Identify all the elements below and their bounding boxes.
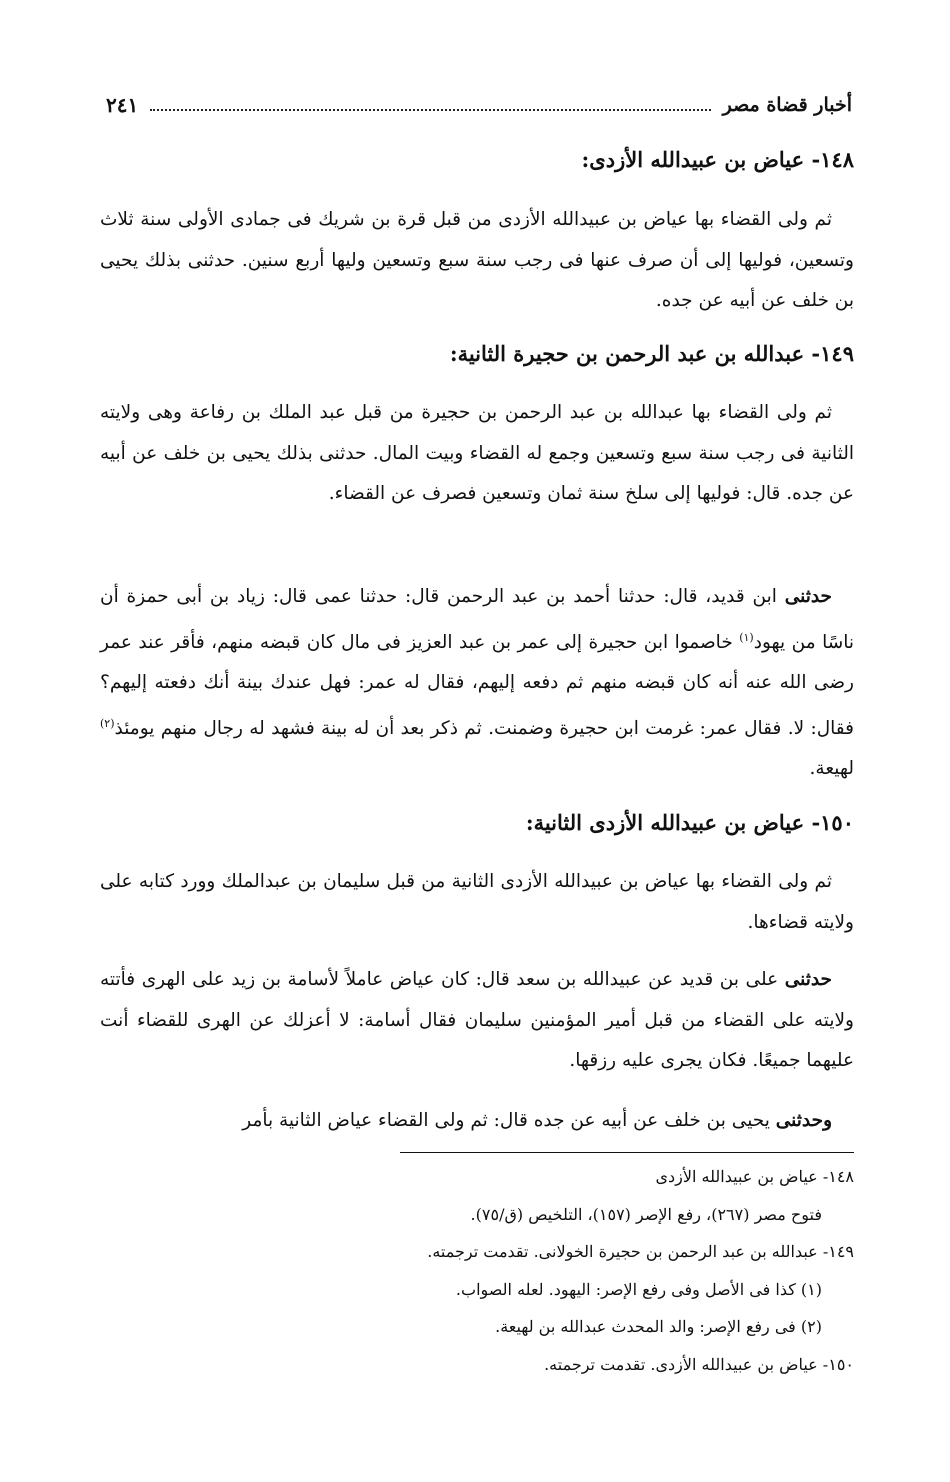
- section-149-body: [100, 393, 854, 515]
- section-149: [100, 337, 854, 371]
- footnote-line: (١) كذا فى الأصل وفى رفع الإصر: اليهود. لعله الصواب.: [455, 1279, 822, 1299]
- page-header: [106, 88, 852, 122]
- section-heading: ١٥٠- عياض بن عبيدالله الأزدى الثانية:: [525, 810, 854, 835]
- paragraph: ثم ولى القضاء بها عبدالله بن عبد الرحمن بن حجيرة من قبل عبد الملك بن رفاعة وهى ولايته الثانية فى رجب سنة سبع وتسعين وجمع له القضاء وبيت المال. حدثنى بذلك يحيى بن خلف عن أبيه عن جده. قال: فوليها إلى سلخ سنة ثمان وتسعين فصرف عن القضاء.: [100, 402, 854, 504]
- section-heading: ١٤٨- عياض بن عبيدالله الأزدى:: [581, 147, 854, 172]
- footnotes: [100, 1158, 854, 1383]
- hadith-lead: حدثنى: [784, 969, 832, 990]
- hadith-150-a: [100, 960, 854, 1082]
- footnote-ref: (١): [739, 630, 754, 644]
- footnote-line: (٢) فى رفع الإصر: والد المحدث عبدالله بن لهيعة.: [495, 1317, 822, 1336]
- paragraph: ثم ولى القضاء بها عياض بن عبيدالله الأزدى من قبل قرة بن شريك فى جمادى الأولى سنة ثلاث وتسعين، فوليها إلى أن صرف عنها فى رجب سنة سبع وتسعين وليها أربع سنين. حدثنى بذلك يحيى بن خلف عن أبيه عن جده.: [100, 209, 854, 311]
- hadith-lead: وحدثنى: [775, 1110, 832, 1131]
- footnote-separator: [400, 1152, 854, 1153]
- hadith-149: [100, 577, 854, 790]
- header-leader-dots: [150, 109, 710, 111]
- section-150: [100, 806, 854, 840]
- footnote-line: ١٤٩- عبدالله بن عبد الرحمن بن حجيرة الخولانى. تقدمت ترجمته.: [427, 1242, 854, 1261]
- hadith-text: على بن قديد عن عبيدالله بن سعد قال: كان عياض عاملاً لأسامة بن زيد على الهرى فأتته ولايته على القضاء من قبل أمير المؤمنين سليمان فقال أسامة: لا أعزلك عن الهرى للقضاء أنت عليهما جميعًا. فكان يجرى عليه رزقها.: [100, 969, 854, 1071]
- paragraph: ثم ولى القضاء بها عياض بن عبيدالله الأزدى الثانية من قبل سليمان بن عبدالملك وورد كتابه على ولايته قضاءها.: [100, 871, 854, 933]
- section-148-body: [100, 200, 854, 322]
- hadith-paragraph: [100, 1101, 854, 1142]
- section-148: [100, 143, 854, 177]
- footnote-line: ١٤٨- عياض بن عبيدالله الأزدى: [655, 1167, 854, 1186]
- hadith-text: يحيى بن خلف عن أبيه عن جده قال: ثم ولى القضاء عياض الثانية بأمر: [242, 1110, 776, 1131]
- page-number: ٢٤١: [106, 93, 139, 117]
- hadith-text: خاصموا ابن حجيرة إلى عمر بن عبد العزيز فى مال كان قبضه منهم، فأقر عند عمر رضى الله عنه أنه كان قبضه منهم ثم دفعه إليهم، فقال له عمر: فهل عندك بينة أنك دفعته إليهم؟ فقال: لا. فقال عمر: غرمت ابن حجيرة وضمنت. ثم ذكر بعد أن له بينة فشهد له رجال منهم يومئذ: [100, 631, 854, 739]
- hadith-text: ابن قديد، قال: حدثنا أحمد بن عبد الرحمن قال: حدثنا عمى قال: زياد بن أبى حمزة أن ناسًا من يهود: [100, 586, 854, 653]
- footnote-line: ١٥٠- عياض بن عبيدالله الأزدى. تقدمت ترجمته.: [544, 1354, 854, 1374]
- footnote-ref: (٢): [100, 716, 115, 730]
- footnote-line: فتوح مصر (٢٦٧)، رفع الإصر (١٥٧)، التلخيص (ق/٧٥).: [470, 1204, 822, 1224]
- hadith-paragraph: [100, 960, 854, 1082]
- hadith-text: لهيعة.: [809, 758, 854, 780]
- hadith-lead: حدثنى: [784, 586, 832, 607]
- section-heading: ١٤٩- عبدالله بن عبد الرحمن بن حجيرة الثانية:: [449, 341, 854, 366]
- hadith-paragraph: [100, 577, 854, 790]
- section-150-body: [100, 862, 854, 943]
- running-title: أخبار قضاة مصر: [722, 94, 852, 116]
- hadith-150-b: [100, 1101, 854, 1142]
